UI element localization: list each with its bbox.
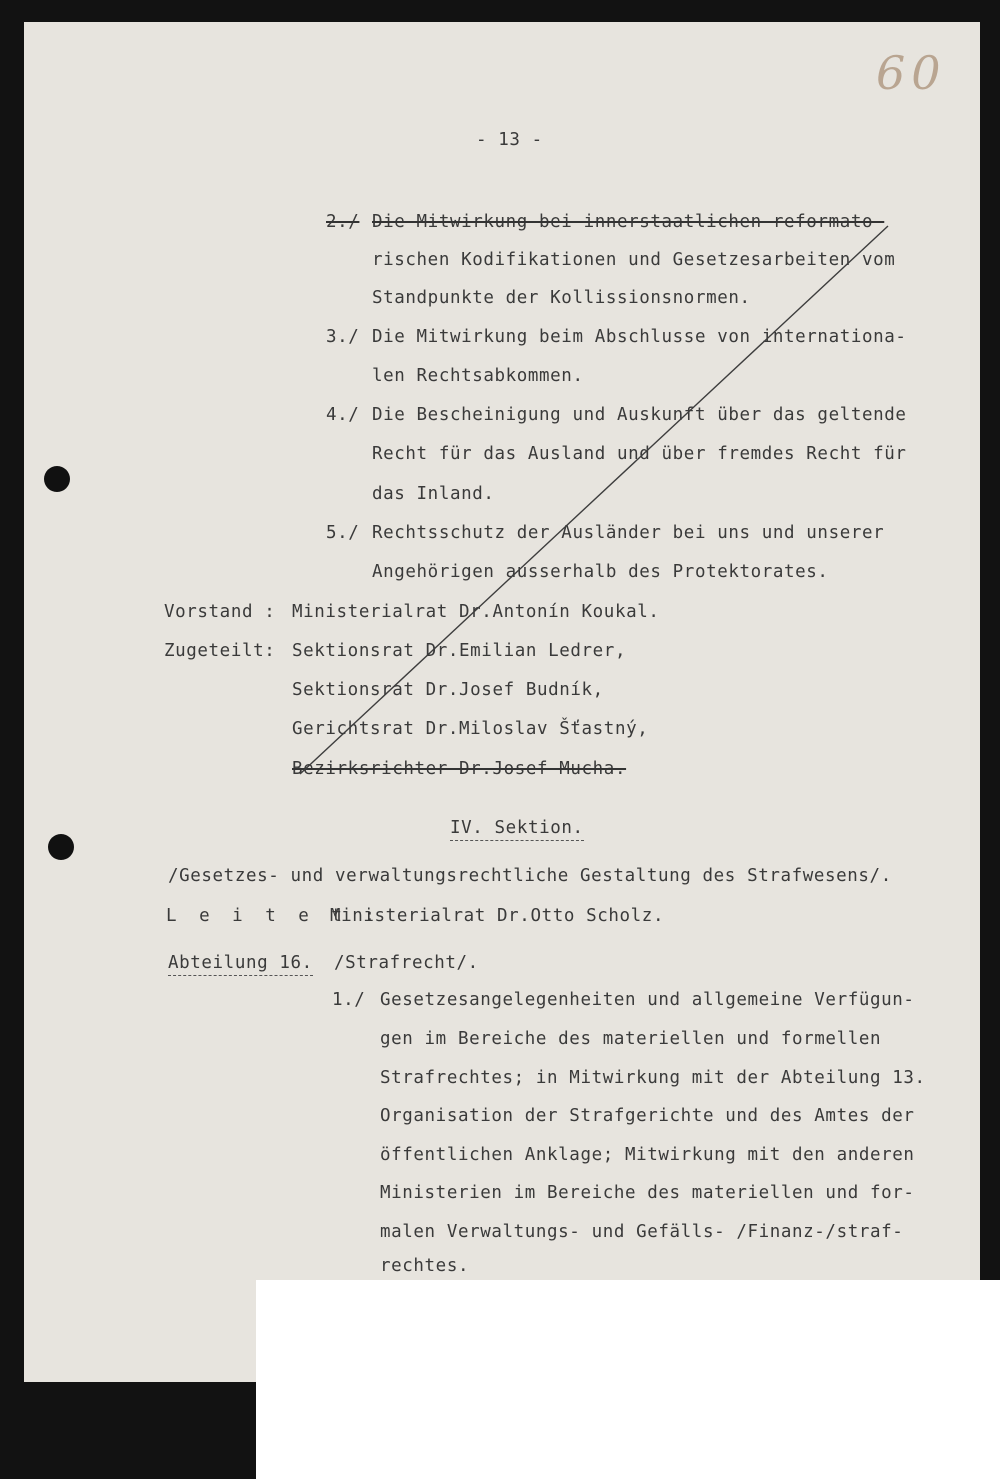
abteilung-label: Abteilung 16. xyxy=(168,953,313,976)
item-4-number: 4./ xyxy=(326,405,360,425)
item-4-line-3: das Inland. xyxy=(372,484,495,504)
page-number: - 13 - xyxy=(476,130,543,150)
item-4-line-2: Recht für das Ausland und über fremdes Recht für xyxy=(372,444,907,464)
handwritten-folio-number: 60 xyxy=(876,46,947,100)
vorstand-value: Ministerialrat Dr.Antonín Koukal. xyxy=(292,602,660,622)
item-4-line-1: Die Bescheinigung und Auskunft über das geltende xyxy=(372,405,907,425)
abteilung-item-line: gen im Bereiche des materiellen und formellen xyxy=(380,1029,882,1049)
zugeteilt-member: Sektionsrat Dr.Josef Budník, xyxy=(292,680,604,700)
item-5-number: 5./ xyxy=(326,523,360,543)
zugeteilt-member-struck: Bezirksrichter Dr.Josef Mucha. xyxy=(292,759,627,779)
abteilung-item-line: Organisation der Strafgerichte und des Amtes der xyxy=(380,1106,915,1126)
zugeteilt-member: Sektionsrat Dr.Emilian Ledrer, xyxy=(292,641,627,661)
abteilung-item-number: 1./ xyxy=(332,990,366,1010)
item-2-line-2: rischen Kodifikationen und Gesetzesarbeiten vom xyxy=(372,250,896,270)
section-heading: IV. Sektion. xyxy=(450,818,584,841)
zugeteilt-label: Zugeteilt: xyxy=(164,641,276,661)
item-3-number: 3./ xyxy=(326,327,360,347)
item-3-line-1: Die Mitwirkung beim Abschlusse von internationa- xyxy=(372,327,907,347)
item-3-line-2: len Rechtsabkommen. xyxy=(372,366,584,386)
leitet-value: Ministerialrat Dr.Otto Scholz. xyxy=(330,906,665,926)
item-5-line-2: Angehörigen ausserhalb des Protektorates. xyxy=(372,562,829,582)
vorstand-label: Vorstand : xyxy=(164,602,276,622)
item-5-line-1: Rechtsschutz der Ausländer bei uns und unserer xyxy=(372,523,885,543)
item-2-line-1: Die Mitwirkung bei innerstaatlichen reformato- xyxy=(372,212,885,232)
abteilung-item-line: Strafrechtes; in Mitwirkung mit der Abteilung 13. xyxy=(380,1068,926,1088)
abteilung-item-line: rechtes. xyxy=(380,1256,470,1276)
abteilung-item-line: öffentlichen Anklage; Mitwirkung mit den anderen xyxy=(380,1145,915,1165)
abteilung-value: /Strafrecht/. xyxy=(334,953,479,973)
abteilung-item-line: malen Verwaltungs- und Gefälls- /Finanz-/straf- xyxy=(380,1222,904,1242)
section-subtitle: /Gesetzes- und verwaltungsrechtliche Gestaltung des Strafwesens/. xyxy=(168,866,892,886)
item-2-number: 2./ xyxy=(326,212,360,232)
abteilung-item-line: Ministerien im Bereiche des materiellen und for- xyxy=(380,1183,915,1203)
abteilung-item-line: Gesetzesangelegenheiten und allgemeine Verfügun- xyxy=(380,990,915,1010)
leitet-label: L e i t e t : xyxy=(166,906,381,926)
zugeteilt-member: Gerichtsrat Dr.Miloslav Šťastný, xyxy=(292,719,649,739)
item-2-line-3: Standpunkte der Kollissionsnormen. xyxy=(372,288,751,308)
